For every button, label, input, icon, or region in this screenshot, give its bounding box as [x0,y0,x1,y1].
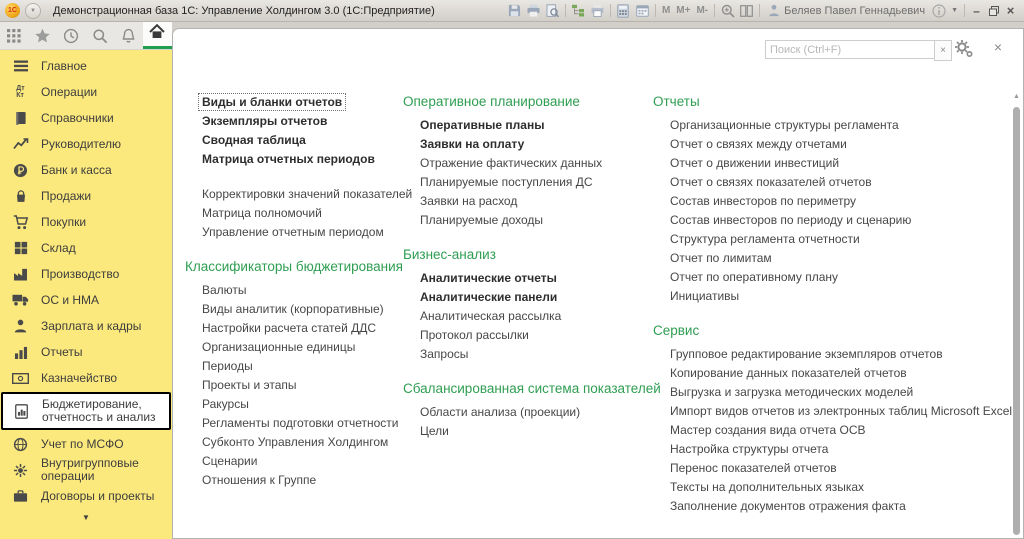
command-link[interactable] [185,433,401,452]
sidebar-item-label: Бюджетирование, отчетность и анализ [42,397,156,424]
command-link[interactable] [653,268,1013,287]
minimize-button[interactable]: – [973,3,980,18]
command-link[interactable] [653,116,1013,135]
command-link[interactable] [653,230,1013,249]
history-icon[interactable] [57,22,86,49]
tab-home[interactable] [143,22,172,49]
command-link[interactable] [653,154,1013,173]
sidebar-item-label: Руководителю [41,136,122,151]
section-block [403,93,651,230]
command-link[interactable] [653,345,1013,364]
separator [759,4,760,17]
command-link[interactable] [403,135,651,154]
sidebar-item[interactable] [0,431,172,457]
sidebar-item-label: Склад [41,240,76,255]
sidebar-item[interactable] [0,157,172,183]
section-header: Сбалансированная система показателей [403,381,661,396]
command-link-label: Структура регламента отчетности [670,232,860,246]
command-link[interactable] [185,338,401,357]
dt-kt-icon: Дт Кт [16,85,25,99]
vertical-scrollbar[interactable] [1012,91,1021,535]
print-doc-icon[interactable] [588,2,607,19]
command-link-label: Организационные структуры регламента [670,118,899,132]
titlebar-icons [505,2,763,19]
sidebar-item-label: Операции [41,84,98,99]
command-link[interactable] [653,287,1013,306]
calendar-icon[interactable] [633,2,652,19]
command-link[interactable] [653,421,1013,440]
memory-button[interactable]: M [661,5,671,16]
person-icon [12,318,29,335]
menu-lines-icon [12,58,29,75]
sidebar-item[interactable] [0,457,172,483]
section-block [185,258,401,490]
section-header: Бизнес-анализ [403,247,496,262]
command-link-label: Планируемые поступления ДС [420,175,593,189]
command-link-label: Мастер создания вида отчета ОСВ [670,423,866,437]
command-link[interactable] [185,93,401,112]
settings-gear-icon[interactable] [952,37,976,59]
section-block [653,322,1013,516]
command-link[interactable] [403,116,651,135]
zoom-in-icon[interactable] [718,2,737,19]
command-link-label: Состав инвесторов по периметру [670,194,857,208]
calculator-icon[interactable] [614,2,633,19]
command-link[interactable] [403,192,651,211]
sidebar-item[interactable] [0,365,172,391]
separator [655,4,656,17]
bell-icon[interactable] [114,22,143,49]
sidebar-item-label: Зарплата и кадры [41,318,142,333]
trend-icon [12,136,29,153]
factory-icon [12,266,29,283]
sidebar-item[interactable] [0,131,172,157]
sidebar-item-label: Банк и касса [41,162,112,177]
command-link[interactable] [653,192,1013,211]
sidebar-item-label: Отчеты [41,344,83,359]
bag-icon [12,188,29,205]
command-link-label: Заявки на оплату [420,137,525,151]
command-link[interactable] [403,154,651,173]
command-link[interactable] [403,211,651,230]
memory-button[interactable]: M- [696,5,709,16]
command-link[interactable] [185,204,401,223]
sidebar-item[interactable] [0,313,172,339]
search-input[interactable] [765,40,935,59]
command-link-label: Протокол рассылки [420,328,529,342]
star-icon[interactable] [29,22,58,49]
search-icon[interactable] [86,22,115,49]
command-link[interactable] [185,150,401,169]
separator [565,4,566,17]
boxes-icon [12,240,29,257]
command-link-label: Отчет по лимитам [670,251,772,265]
sidebar-item-label: Договоры и проекты [41,488,155,503]
command-link-label: Заполнение документов отражения факта [670,499,906,513]
section-header: Оперативное планирование [403,94,580,109]
sidebar-item-label: Справочники [41,110,114,125]
structure-icon[interactable] [569,2,588,19]
command-link[interactable] [185,471,401,490]
sidebar-item-label: Главное [41,58,87,73]
command-link-label: Заявки на расход [420,194,518,208]
command-link-label: Отчет о движении инвестиций [670,156,840,170]
command-link[interactable] [185,300,401,319]
column-3 [653,93,1013,516]
command-link-label: Инициативы [670,289,740,303]
command-link-label: Управление отчетным периодом [202,225,384,239]
sidebar-item-label: Продажи [41,188,92,203]
command-link-label: Ракурсы [202,397,249,411]
section-header: Отчеты [653,94,700,109]
command-link-label: Отражение фактических данных [420,156,603,170]
section-block [185,185,413,242]
command-link[interactable] [185,452,401,471]
app-logo-icon: 1С [5,3,20,18]
sidebar-item[interactable] [1,392,171,430]
sidebar [0,50,172,539]
user-name: Беляев Павел Геннадьевич [784,4,926,17]
sidebar-item[interactable] [0,287,172,313]
command-link-label: Запросы [420,347,469,361]
command-link-label: Состав инвесторов по периоду и сценарию [670,213,912,227]
command-link[interactable] [403,422,651,441]
sidebar-item[interactable] [0,105,172,131]
info-icon[interactable] [929,2,948,19]
command-link[interactable] [403,173,651,192]
sidebar-item[interactable] [0,183,172,209]
command-link-label: Перенос показателей отчетов [670,461,837,475]
command-link[interactable] [185,185,413,204]
sidebar-item[interactable] [0,235,172,261]
command-link-label: Выгрузка и загрузка методических моделей [670,385,914,399]
command-link-label: Оперативные планы [420,118,545,132]
command-link[interactable] [653,497,1013,516]
banknote-icon [12,370,29,387]
command-link-label: Отчет о связях показателей отчетов [670,175,872,189]
command-link-label: Импорт видов отчетов из электронных таблиц Microsoft Excel [670,404,1013,418]
search-box [765,40,952,61]
sidebar-item-label: Покупки [41,214,87,229]
sidebar-item-label: ОС и НМА [41,292,100,307]
command-link[interactable] [403,269,651,288]
command-link[interactable] [653,135,1013,154]
sidebar-item[interactable] [0,79,172,105]
command-link-label: Аналитические отчеты [420,271,557,285]
command-link[interactable] [653,249,1013,268]
command-link[interactable] [403,326,651,345]
search-clear-button[interactable]: × [934,40,952,61]
command-link[interactable] [185,414,401,433]
globe-icon [12,436,29,453]
command-link[interactable] [185,281,401,300]
book-icon [12,110,29,127]
separator [610,4,611,17]
apps-icon[interactable] [0,22,29,49]
ruble-icon [12,162,29,179]
sidebar-menu [0,53,172,509]
command-link[interactable] [403,288,651,307]
sidebar-item[interactable] [0,53,172,79]
memory-button[interactable]: M+ [676,5,691,16]
command-link-label: Валюты [202,283,247,297]
scroll-up-icon[interactable]: ▲ [1013,93,1020,100]
command-link-label: Экземпляры отчетов [202,114,328,128]
sidebar-item-label: Учет по МСФО [41,436,124,451]
command-link-label: Групповое редактирование экземпляров отчетов [670,347,943,361]
command-link[interactable] [185,223,401,242]
save-icon[interactable] [505,2,524,19]
truck-icon [12,292,29,309]
column-2 [403,93,661,441]
command-link[interactable] [653,173,1013,192]
command-link[interactable] [653,440,1013,459]
section-commands-panel [172,28,1024,539]
command-link[interactable] [403,345,651,364]
command-link[interactable] [653,478,1013,497]
section-block [185,93,401,169]
command-link-label: Планируемые доходы [420,213,544,227]
command-link-label: Тексты на дополнительных языках [670,480,865,494]
command-link[interactable] [653,211,1013,230]
command-link[interactable] [653,383,1013,402]
command-link-label: Цели [420,424,449,438]
sidebar-item[interactable] [0,209,172,235]
command-link-label: Проекты и этапы [202,378,297,392]
command-link-label: Матрица отчетных периодов [202,152,375,166]
chevron-down-icon[interactable]: ▼ [951,7,958,14]
command-link-label: Сводная таблица [202,133,306,147]
command-link-label: Копирование данных показателей отчетов [670,366,907,380]
command-link[interactable] [653,459,1013,478]
command-link[interactable] [653,364,1013,383]
sidebar-item[interactable] [0,483,172,509]
user-icon [767,2,780,19]
sidebar-item-label: Казначейство [41,370,118,385]
main-menu-dropdown[interactable]: ▼ [25,3,41,19]
command-link-label: Периоды [202,359,253,373]
section-header: Сервис [653,323,700,338]
command-link-label: Матрица полномочий [202,206,322,220]
section-block [653,93,1013,306]
command-link-label: Корректировки значений показателей [202,187,413,201]
print-icon[interactable] [524,2,543,19]
print-preview-icon[interactable] [543,2,562,19]
title-bar [0,0,1024,22]
command-link[interactable] [185,131,401,150]
command-link[interactable] [185,319,401,338]
current-user[interactable] [767,2,925,19]
close-panel-icon[interactable]: × [993,39,1003,55]
command-link-label: Настройки расчета статей ДДС [202,321,377,335]
command-link[interactable] [185,112,401,131]
column-1 [185,93,413,490]
split-view-icon[interactable] [737,2,756,19]
separator [714,4,715,17]
close-button[interactable]: × [1006,3,1015,18]
report-doc-icon [13,403,30,420]
sidebar-item-label: Производство [41,266,120,281]
briefcase-icon [12,488,29,505]
command-link-label: Аналитические панели [420,290,558,304]
command-link-label: Аналитическая рассылка [420,309,562,323]
command-link[interactable] [185,376,401,395]
tab-bar [0,22,172,50]
command-link-label: Организационные единицы [202,340,356,354]
command-link-label: Виды и бланки отчетов [199,94,345,110]
command-link-label: Отчет о связях между отчетами [670,137,847,151]
command-link[interactable] [403,403,651,422]
command-link-label: Сценарии [202,454,258,468]
restore-button[interactable] [985,3,1002,19]
command-link-label: Отчет по оперативному плану [670,270,839,284]
command-link-label: Настройка структуры отчета [670,442,829,456]
command-link[interactable] [653,402,1013,421]
sidebar-item[interactable] [0,339,172,365]
command-link[interactable] [185,395,401,414]
bar-chart-icon [12,344,29,361]
command-link-label: Виды аналитик (корпоративные) [202,302,384,316]
section-block [403,380,661,441]
command-link-label: Области анализа (проекции) [420,405,581,419]
cart-icon [12,214,29,231]
section-block [403,246,651,364]
command-link-label: Субконто Управления Холдингом [202,435,389,449]
separator [964,4,965,17]
section-header: Классификаторы бюджетирования [185,259,403,274]
scrollbar-thumb[interactable] [1013,107,1020,535]
gears-icon [12,462,29,479]
sidebar-item[interactable] [0,261,172,287]
window-buttons [968,3,1019,19]
sidebar-more-button[interactable]: ▼ [82,513,90,522]
command-link-label: Отношения к Группе [202,473,317,487]
window-title: Демонстрационная база 1С: Управление Холдингом 3.0 (1С:Предприятие) [53,4,435,17]
command-link[interactable] [403,307,651,326]
home-icon [149,24,165,44]
command-link[interactable] [185,357,401,376]
sidebar-item-label: Внутригрупповые операции [41,456,139,483]
command-link-label: Регламенты подготовки отчетности [202,416,399,430]
